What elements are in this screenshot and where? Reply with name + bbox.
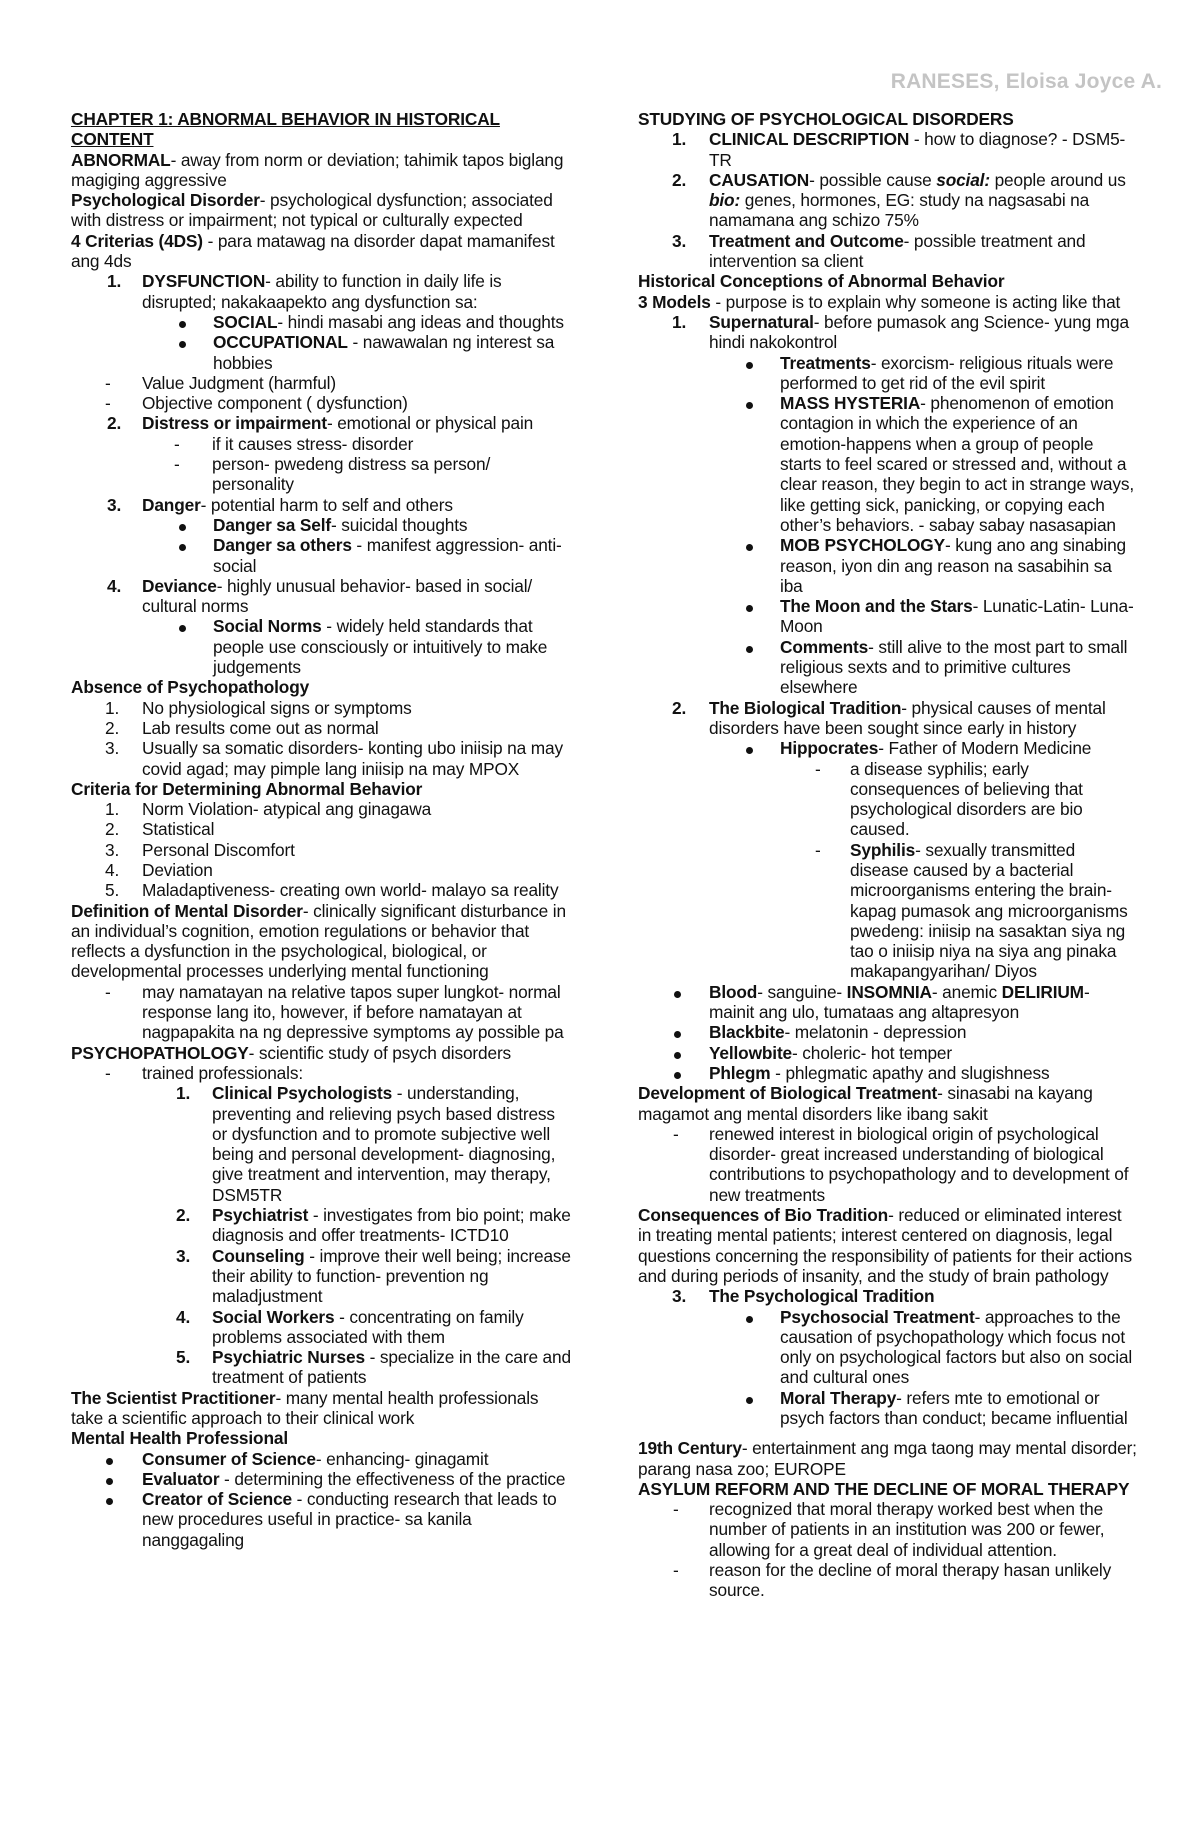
left-column [71, 109, 571, 1550]
bullet-icon [746, 605, 753, 612]
bullet-icon [746, 1397, 753, 1404]
list-item-distress-person: - person- pwedeng distress sa person/ personality [174, 454, 491, 495]
list-item-hippocrates: Hippocrates- Father of Modern Medicine [638, 738, 1138, 758]
bullet-icon [106, 1458, 113, 1465]
list-item-syphilis-consequences: - a disease syphilis; early consequences of believing that psychological disorders are bio caused. [815, 758, 1083, 840]
author-name: RANESES, Eloisa Joyce A. [890, 70, 1162, 93]
mental-disorder-definition: Definition of Mental Disorder- clinically significant disturbance in an individual’s cognition, emotion regulations or behavior that reflects a dysfunction in the psychological, biological, or developmental processes underlying mental functioning [71, 900, 566, 982]
list-item-treatment: 3. Treatment and Outcome- possible treatment and intervention sa client [672, 230, 1086, 272]
list-item-psychological-tradition: 3. The Psychological Tradition [672, 1286, 935, 1307]
list-item-value-judgment: - Value Judgment (harmful) [105, 372, 336, 393]
studying-heading: STUDYING OF PSYCHOLOGICAL DISORDERS [638, 109, 1014, 129]
list-item: 1. Norm Violation- atypical ang ginagawa [105, 799, 432, 820]
bullet-icon [106, 1478, 113, 1485]
bullet-icon [179, 544, 186, 551]
list-item-professional: 5. Psychiatric Nurses - specialize in the care and treatment of patients [176, 1347, 571, 1388]
list-item: Consumer of Science- enhancing- ginagamit [71, 1449, 571, 1469]
bullet-icon [674, 1052, 681, 1059]
bullet-icon [674, 1031, 681, 1038]
list-item: Phlegm - phlegmatic apathy and slugishness [638, 1063, 1138, 1083]
list-item-syphilis: - Syphilis- sexually transmitted disease caused by a bacterial microorganisms entering the brain- kapag pumasok ang microorganisms pwedeng: iniisip na sasaktan siya ng tao o iniisip niya na siya ang pinaka makapangyarihan/ Diyos [815, 839, 1128, 982]
definition-note: - may namatayan na relative tapos super lungkot- normal response lang ito, however, if before namatayan at nagpapakita na ng depressive symptoms ay possible pa [105, 981, 564, 1043]
list-item: Creator of Science - conducting research that leads to new procedures useful in practice- sa kanila nanggagaling [71, 1489, 571, 1550]
bullet-icon [746, 544, 753, 551]
scientist-practitioner: The Scientist Practitioner- many mental health professionals take a scientific approach to their clinical work [71, 1387, 539, 1428]
criteria-heading: Criteria for Determining Abnormal Behavior [71, 778, 423, 799]
list-item: Evaluator - determining the effectiveness of the practice [71, 1469, 571, 1489]
list-item-danger-others: Danger sa others - manifest aggression- anti- social [71, 535, 571, 576]
development-note: - renewed interest in biological origin of psychological disorder- great increased understanding of biological contributions to psychopathology and to development of new treatments [673, 1123, 1129, 1205]
list-item: MASS HYSTERIA- phenomenon of emotion contagion in which the experience of an emotion-happens when a group of people starts to feel scared or stressed and, without a clear reason, they begin to act in strange ways, like getting sick, panicking, or copying each other’s behaviors. - sabay sabay nasasapian [638, 393, 1138, 535]
three-models: 3 Models - purpose is to explain why someone is acting like that [638, 291, 1121, 312]
bullet-icon [746, 1316, 753, 1323]
trained-professionals: - trained professionals: [105, 1062, 303, 1083]
list-item-biological-tradition: 2. The Biological Tradition- physical causes of mental disorders have been sought since early in history [672, 697, 1106, 738]
abnormal-definition: ABNORMAL- away from norm or deviation; tahimik tapos biglang magiging aggressive [71, 149, 564, 190]
list-item: Psychosocial Treatment- approaches to the causation of psychopathology which focus not only on psychological factors but also on social and cultural ones [638, 1307, 1138, 1388]
list-item: Comments- still alive to the most part to small religious sexts and to primitive cultures elsewhere [638, 637, 1138, 698]
psychopathology-definition: PSYCHOPATHOLOGY- scientific study of psych disorders [71, 1042, 512, 1063]
list-item-clinical-description: 1. CLINICAL DESCRIPTION - how to diagnose? - DSM5-TR [672, 129, 1126, 170]
criteria-danger: 3. Danger- potential harm to self and others [107, 494, 453, 515]
asylum-heading: ASYLUM REFORM AND THE DECLINE OF MORAL THERAPY [638, 1478, 1130, 1499]
psychological-disorder-definition: Psychological Disorder- psychological dysfunction; associated with distress or impairment; not typical or culturally expected [71, 190, 553, 231]
bullet-icon [674, 1072, 681, 1079]
development-biological-treatment: Development of Biological Treatment- sinasabi na kayang magamot ang mental disorders like ibang sakit [638, 1083, 1093, 1124]
list-item-professional: 2. Psychiatrist - investigates from bio point; make diagnosis and offer treatments- ICTD10 [176, 1205, 571, 1246]
bullet-icon [746, 402, 753, 409]
bullet-icon [179, 524, 186, 531]
list-item: 5. Maladaptiveness- creating own world- malayo sa reality [105, 880, 559, 901]
four-criterias: 4 Criterias (4DS) - para matawag na disorder dapat mamanifest ang 4ds [71, 230, 555, 272]
list-item-social: SOCIAL- hindi masabi ang ideas and thoughts [71, 312, 571, 332]
list-item-professional: 1. Clinical Psychologists - understanding, preventing and relieving psych based distress or dysfunction and to promote subjective well being and personal development- diagnosing, give treatment and intervention, may therapy, DSM5TR [176, 1083, 556, 1205]
list-item-social-norms: Social Norms - widely held standards that people use consciously or intuitively to make judgements [71, 616, 571, 677]
list-item: Yellowbite- choleric- hot temper [638, 1043, 1138, 1063]
list-item: MOB PSYCHOLOGY- kung ano ang sinabing reason, iyon din ang reason na sasabihin sa iba [638, 535, 1138, 596]
list-item-occupational: OCCUPATIONAL - nawawalan ng interest sa hobbies [71, 332, 571, 373]
list-item: Treatments- exorcism- religious rituals were performed to get rid of the evil spirit [638, 353, 1138, 394]
list-item: Blackbite- melatonin - depression [638, 1022, 1138, 1042]
list-item-distress-stress: - if it causes stress- disorder [174, 433, 414, 454]
list-item: 2. Statistical [105, 819, 215, 840]
absence-heading: Absence of Psychopathology [71, 677, 310, 698]
list-item-danger-self: Danger sa Self- suicidal thoughts [71, 515, 571, 535]
list-item-supernatural: 1. Supernatural- before pumasok ang Science- yung mga hindi nakokontrol [672, 311, 1129, 353]
bullet-icon [179, 625, 186, 632]
list-item: 1. No physiological signs or symptoms [105, 697, 412, 718]
list-item-professional: 4. Social Workers - concentrating on family problems associated with them [176, 1306, 524, 1347]
list-item-causation: 2. CAUSATION- possible cause social: people around us bio: genes, hormones, EG: study na nagsasabi na namamana ang schizo 75% [672, 169, 1126, 231]
bullet-icon [106, 1498, 113, 1505]
list-item: 2. Lab results come out as normal [105, 717, 379, 738]
list-item: Moral Therapy- refers mte to emotional or psych factors than conduct; became influential [638, 1388, 1138, 1429]
list-item: The Moon and the Stars- Lunatic-Latin- Luna-Moon [638, 596, 1138, 637]
bullet-icon [179, 321, 186, 328]
right-column [638, 109, 1138, 1601]
list-item-objective: - Objective component ( dysfunction) [105, 393, 408, 414]
bullet-icon [179, 341, 186, 348]
chapter-title: CHAPTER 1: ABNORMAL BEHAVIOR IN HISTORICAL CONTENT [71, 109, 500, 150]
bullet-icon [746, 362, 753, 369]
list-item: 3. Usually sa somatic disorders- konting ubo iniisip na may covid agad; may pimple lang iniisip na may MPOX [105, 738, 563, 779]
bullet-icon [746, 646, 753, 653]
criteria-distress: 2. Distress or impairment- emotional or physical pain [107, 413, 534, 434]
list-item: 4. Deviation [105, 859, 213, 880]
bullet-icon [746, 747, 753, 754]
nineteenth-century: 19th Century- entertainment ang mga taong may mental disorder; parang nasa zoo; EUROPE [638, 1438, 1137, 1479]
historical-heading: Historical Conceptions of Abnormal Behavior [638, 271, 1005, 292]
list-item-professional: 3. Counseling - improve their well being; increase their ability to function- prevention ng maladjustment [176, 1245, 571, 1307]
mhp-heading: Mental Health Professional [71, 1428, 288, 1449]
list-item: - reason for the decline of moral therapy hasan unlikely source. [673, 1560, 1112, 1601]
list-item-blood: Blood- sanguine- INSOMNIA- anemic DELIRIUM- mainit ang ulo, tumataas ang altapresyon [638, 982, 1138, 1023]
criteria-dysfunction: 1. DYSFUNCTION- ability to function in daily life is disrupted; nakakaapekto ang dysfunction sa: [107, 271, 502, 312]
list-item: 3. Personal Discomfort [105, 839, 295, 860]
consequences-bio-tradition: Consequences of Bio Tradition- reduced or eliminated interest in treating mental patients; interest centered on diagnosis, legal questions concerning the responsibility of patients for their actions and during periods of insanity, and the study of brain pathology [638, 1205, 1132, 1286]
list-item: - recognized that moral therapy worked best when the number of patients in an institution was 200 or fewer, allowing for a great deal of individual attention. [673, 1499, 1105, 1560]
criteria-deviance: 4. Deviance- highly unusual behavior- based in social/ cultural norms [107, 575, 533, 617]
bullet-icon [674, 991, 681, 998]
